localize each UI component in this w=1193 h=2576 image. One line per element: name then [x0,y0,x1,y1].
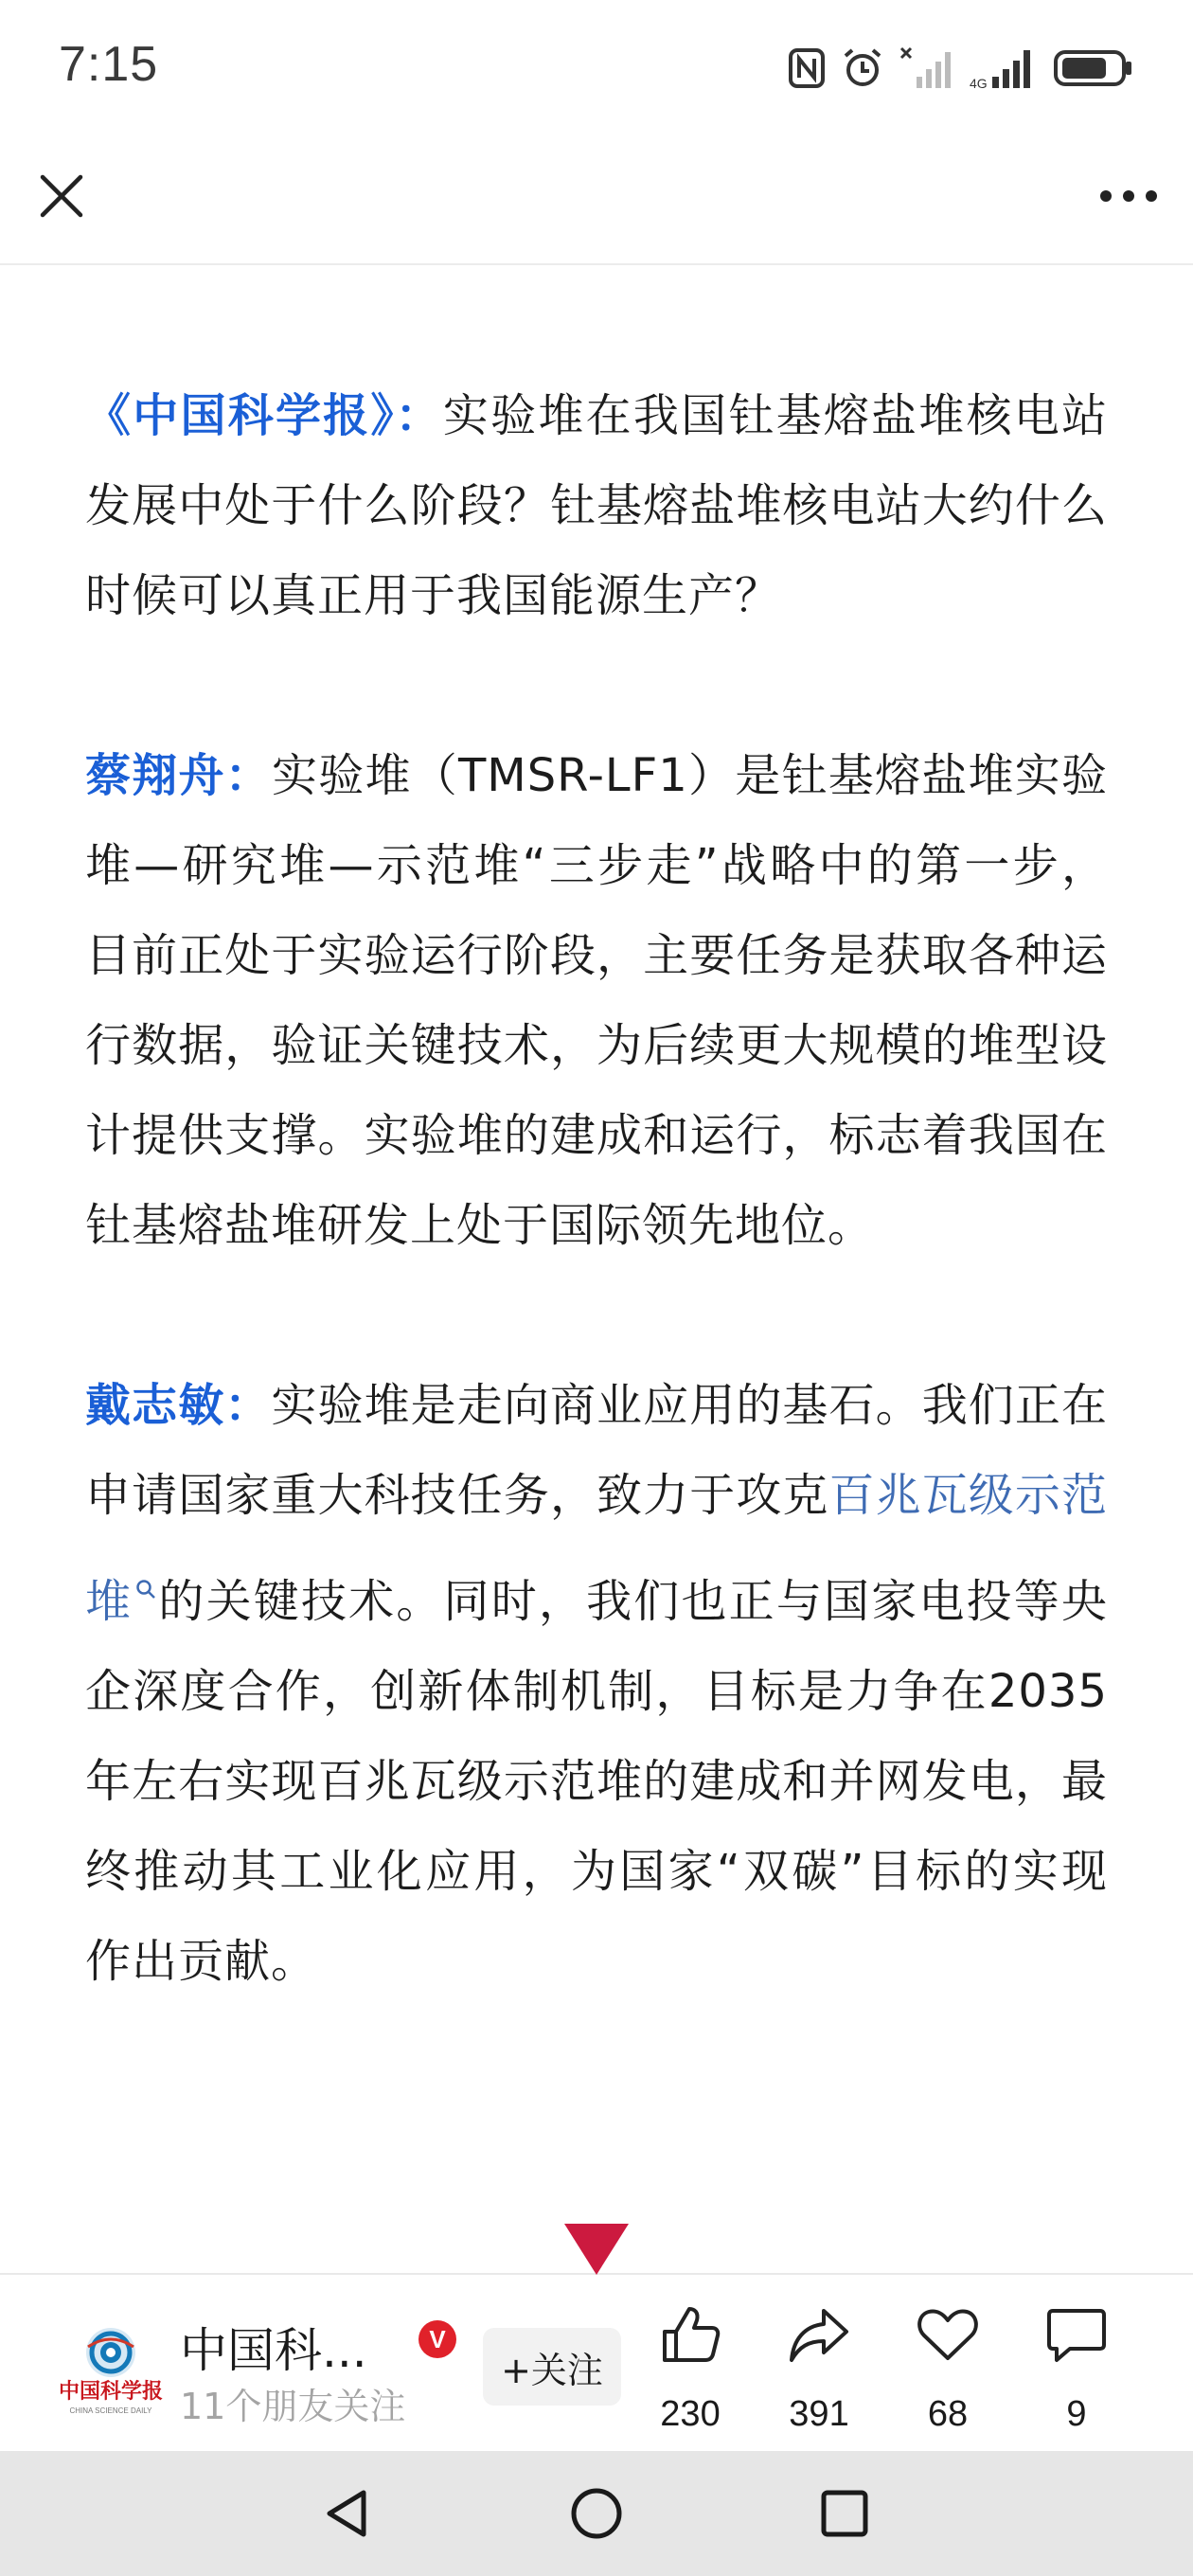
speaker-label: 戴志敏： [85,1379,272,1432]
like-button[interactable] [638,2299,742,2442]
back-icon [322,2487,371,2540]
article-body [0,265,1193,2271]
nfc-icon [788,47,826,89]
paragraph-text: 实验堆是走向商业应用的基石。我们正在申请国家重大科技任务，致力于攻克 [85,1379,1108,1522]
close-icon [38,172,85,220]
logo-subtext: CHINA SCIENCE DAILY [69,2406,152,2415]
scroll-down-icon[interactable] [564,2224,629,2275]
source-name[interactable]: 中国科... [180,2323,367,2378]
search-icon [134,1541,157,1631]
thumbs-up-icon [659,2303,721,2366]
speaker-label: 《中国科学报》： [85,389,443,442]
qa-paragraph [85,731,1108,1271]
more-icon [1099,189,1158,203]
follow-button[interactable]: +关注 [483,2328,621,2406]
share-button[interactable] [767,2299,871,2442]
comment-count: 9 [1066,2394,1087,2434]
favorite-button[interactable] [896,2299,1000,2442]
no-signal-icon [899,46,954,90]
friends-following-count: 11个朋友关注 [180,2386,406,2427]
speaker-label: 蔡翔舟： [85,749,272,802]
home-icon [569,2486,624,2541]
heart-icon [917,2303,979,2366]
status-time: 7:15 [59,37,159,92]
nav-home-button[interactable] [559,2476,634,2551]
source-logo[interactable] [59,2318,163,2423]
keyword-link-text: 百兆瓦级示范堆 [85,1469,1108,1628]
recents-icon [820,2489,869,2538]
svg-text:4G: 4G [970,76,988,91]
close-button[interactable] [28,163,95,229]
status-icons [788,38,1134,98]
signal-icon [970,46,1038,90]
comment-icon [1045,2303,1108,2366]
nav-recents-button[interactable] [807,2476,882,2551]
bottom-action-bar [0,2273,1193,2451]
system-nav-bar [0,2451,1193,2576]
status-bar [0,0,1193,133]
qa-paragraph [85,371,1108,641]
comment-button[interactable] [1024,2299,1129,2442]
share-count: 391 [789,2394,849,2434]
favorite-count: 68 [927,2394,969,2434]
battery-icon [1053,46,1134,90]
paragraph-text: 的关键技术。同时，我们也正与国家电投等央企深度合作，创新体制机制，目标是力争在2035年左右实现百兆瓦级示范堆的建成和并网发电，最终推动其工业化应用，为国家“双碳”目标的实现作出贡献。 [85,1575,1108,1988]
like-count: 230 [660,2394,721,2434]
alarm-icon [841,46,884,90]
more-options-button[interactable] [1091,163,1166,229]
nav-back-button[interactable] [309,2476,384,2551]
logo-text: 中国科学报 [58,2379,164,2404]
paragraph-text: 实验堆（TMSR-LF1）是钍基熔盐堆实验堆—研究堆—示范堆“三步走”战略中的第一步，目前正处于实验运行阶段，主要任务是获取各种运行数据，验证关键技术，为后续更大规模的堆型设计提供支撑。实验堆的建成和运行，标志着我国在钍基熔盐堆研发上处于国际领先地位。 [85,749,1108,1252]
verified-badge: V [418,2320,456,2358]
top-bar [0,133,1193,265]
qa-paragraph [85,1361,1108,2007]
share-icon [788,2303,850,2366]
paragraph-text: 实验堆在我国钍基熔盐堆核电站发展中处于什么阶段？钍基熔盐堆核电站大约什么时候可以真正用于我国能源生产？ [85,389,1108,622]
